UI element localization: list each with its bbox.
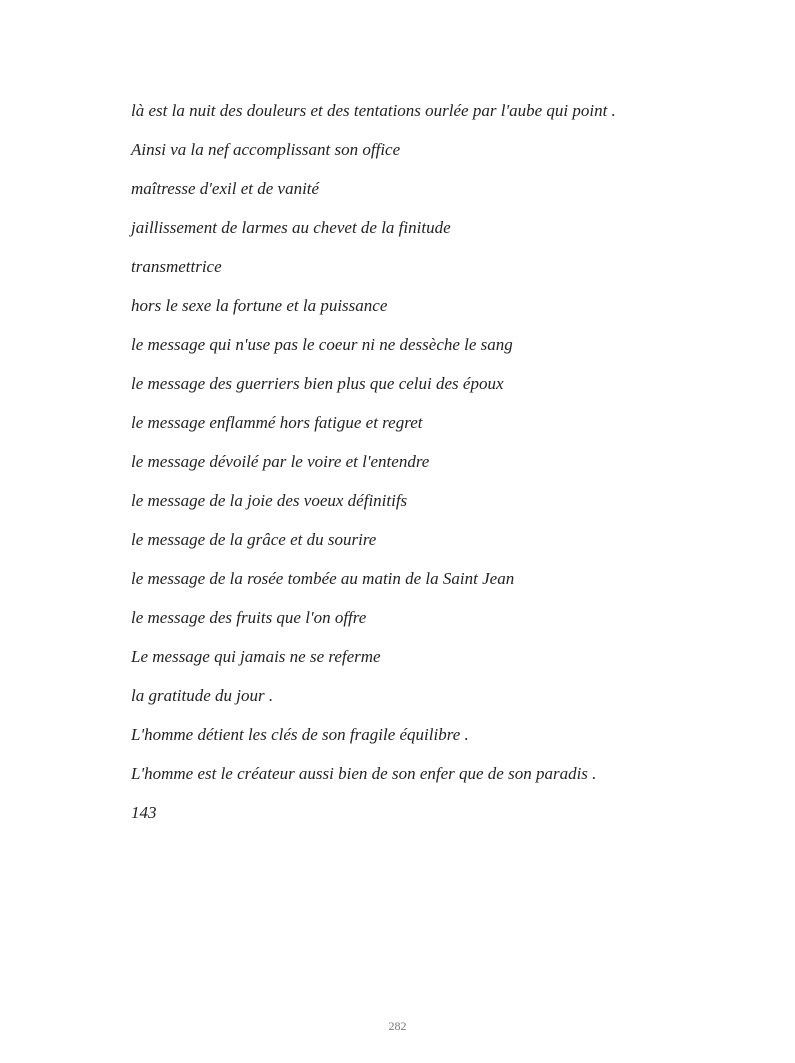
poem-line: le message dévoilé par le voire et l'entendre (131, 452, 430, 471)
poem-line: le message enflammé hors fatigue et regret (131, 413, 423, 432)
page-number: 282 (388, 1019, 407, 1033)
poem-line: le message de la grâce et du sourire (131, 530, 377, 549)
poem-line: le message des fruits que l'on offre (131, 608, 367, 627)
poem-line: hors le sexe la fortune et la puissance (131, 296, 388, 315)
poem-line: L'homme détient les clés de son fragile équilibre . (131, 725, 469, 744)
poem-line: la gratitude du jour . (131, 686, 274, 705)
poem-line: transmettrice (131, 257, 222, 276)
poem-line: le message de la rosée tombée au matin de la Saint Jean (131, 569, 515, 588)
poem-line: Le message qui jamais ne se referme (131, 647, 381, 666)
poem-line: le message de la joie des voeux définitifs (131, 491, 408, 510)
poem-line: Ainsi va la nef accomplissant son office (131, 140, 401, 159)
poem-line: jaillissement de larmes au chevet de la finitude (131, 218, 451, 237)
poem-line: L'homme est le créateur aussi bien de son enfer que de son paradis . (131, 764, 597, 783)
poem-text (131, 100, 663, 841)
poem-line: le message qui n'use pas le coeur ni ne dessèche le sang (131, 335, 513, 354)
section-number: 143 (131, 803, 157, 822)
poem-line: maîtresse d'exil et de vanité (131, 179, 320, 198)
poem-line: le message des guerriers bien plus que celui des époux (131, 374, 504, 393)
poem-line: là est la nuit des douleurs et des tentations ourlée par l'aube qui point . (131, 101, 616, 120)
